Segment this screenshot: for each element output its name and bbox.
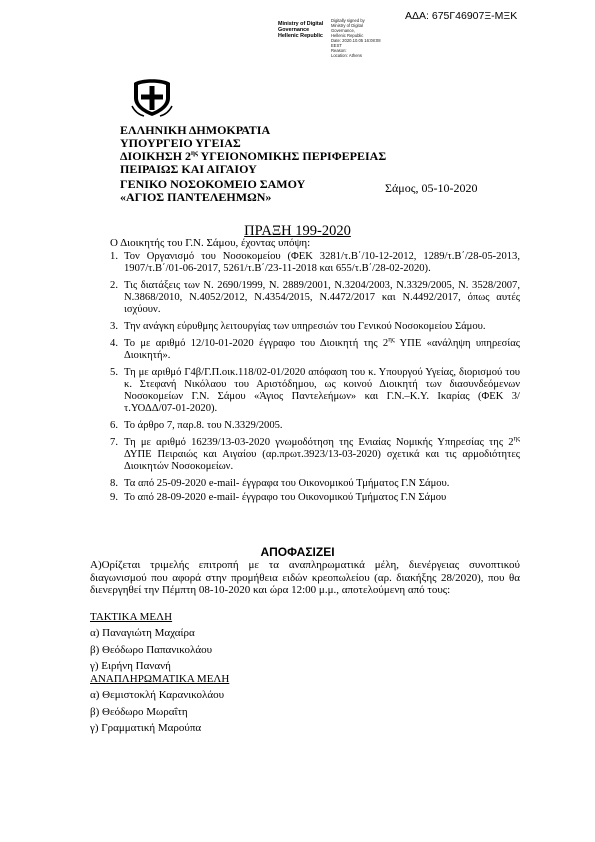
item-text: Τις διατάξεις των Ν. 2690/1999, Ν. 2889/2001, Ν.3204/2003, Ν.3329/2005, Ν. 3528/2007, Ν.3868/2010, Ν.4052/2012, Ν.4354/2015, Ν.4472/2017 και Ν.4492/2017, όπως αυτές ισχύουν. [124,280,520,315]
item-number: 4. [110,338,118,349]
ada-code: ΑΔΑ: 675Γ46907Ξ-ΜΞΚ [405,10,518,22]
header-country: ΕΛΛΗΝΙΚΗ ΔΗΜΟΚΡΑΤΙΑ [120,123,271,137]
place-date: Σάμος, 05-10-2020 [385,181,478,195]
document-title: ΠΡΑΞΗ 199-2020 [244,223,351,239]
signature-detail-line: EEST [331,43,342,48]
header-region-sup: ης [191,149,198,157]
digital-signature-label [278,21,323,39]
item-number: 9. [110,492,118,503]
item-text: Τον Οργανισμό του Νοσοκομείου (ΦΕΚ 3281/τ.Β΄/10-12-2012, 1289/τ.Β΄/28-05-2013, 1907/τ.Β΄/01-06-2017, 5261/τ.Β΄/23-11-2018 και 655/τ.Β΄/28-02-2020). [124,251,520,274]
header-region-post: ΥΓΕΙΟΝΟΜΙΚΗΣ ΠΕΡΙΦΕΡΕΙΑΣ [197,149,387,163]
signature-detail-line: Reason: [331,48,347,53]
list-item [110,367,520,415]
member-item: β) Θεόδωρο Παπανικολάου [90,644,213,656]
item-number: 3. [110,321,118,332]
signature-detail-line: Ministry of Digital [331,23,363,28]
greek-coat-of-arms-icon [130,76,174,123]
signature-line: Governance [278,27,310,33]
item-number: 2. [110,280,118,291]
decision-heading: ΑΠΟΦΑΣΙΖΕΙ [260,545,335,559]
item-text: Την ανάγκη εύρυθμης λειτουργίας των υπηρεσιών του Γενικού Νοσοκομείου Σάμου. [124,321,486,332]
list-item [110,280,520,316]
item-text: Το από 28-09-2020 e-mail- έγγραφο του Οικονομικού Τμήματος Γ.Ν Σάμου [124,492,447,503]
alternate-members-heading: ΑΝΑΠΛΗΡΩΜΑΤΙΚΑ ΜΕΛΗ [90,673,230,685]
item-text-post: ΥΠΕ «ανάληψη υπηρεσίας Διοικητή». [124,338,520,361]
list-item [110,321,520,333]
signature-detail-line: Date: 2020.10.05 16:08:08 [331,38,381,43]
decision-paragraph: Α)Ορίζεται τριμελής επιτροπή με τα αναπληρωματικά μέλη, διενέργειας συνοπτικού διαγωνισμού που αφορά στην προμήθεια ειδών κρεοπωλείου (αρ. διακήξης 28/2020), που θα διενεργηθεί την Πέμπτη 08-10-2020 και ώρα 12:00 μ.μ., αποτελούμενη από τους: [90,559,520,596]
item-text-pre: Το με αριθμό 12/10-01-2020 έγγραφο του Διοικητή της 2 [124,338,389,349]
item-text: Τη με αριθμό Γ4β/Γ.Π.οικ.118/02-01/2020 απόφαση του κ. Υπουργού Υγείας, διορισμού του κ. Στεφανή Νικόλαου του Αριστόδημου, ως κοινού Διοικητή των διασυνδεόμενων Νοσοκομείων Γ.Ν. Σάμου «Άγιος Παντελεήμων» και Γ.Ν.–Κ.Υ. Ικαρίας (ΦΕΚ 3/τ.ΥΟΔΔ/07-01-2020). [124,367,520,414]
member-item: α) Παναγιώτη Μαχαίρα [90,627,195,639]
item-sup: ης [513,434,520,443]
header-region-name: ΠΕΙΡΑΙΩΣ ΚΑΙ ΑΙΓΑΙΟΥ [120,162,257,176]
considerations-list [110,251,520,509]
item-sup: ης [388,335,395,344]
item-text-post: ΔΥΠΕ Πειραιώς και Αιγαίου (αρ.πρωτ.3923/13-03-2020) σχετικά και τις αρμοδιότητες Διοικητών Νοσοκομείων. [124,449,520,472]
signature-detail-line: Hellenic Republic [331,33,364,38]
item-text-pre: Τη με αριθμό 16239/13-03-2020 γνωμοδότηση της Ενιαίας Νομικής Υπηρεσίας της 2 [124,437,514,448]
signature-detail-line: Governance, [331,28,355,33]
header-hospital-name: «ΑΓΙΟΣ ΠΑΝΤΕΛΕΗΜΩΝ» [120,190,272,204]
list-item [110,251,520,275]
regular-members-heading: ΤΑΚΤΙΚΑ ΜΕΛΗ [90,611,173,623]
signature-line: Hellenic Republic [278,33,323,39]
digital-signature-details [331,18,381,58]
item-text: Το άρθρο 7, παρ.8. του Ν.3329/2005. [124,420,283,431]
header-region-pre: ΔΙΟΙΚΗΣΗ 2 [120,149,192,163]
signature-detail-line: Digitally signed by [331,18,365,23]
signature-detail-line: Location: Athens [331,53,362,58]
list-item [110,434,520,473]
intro-text: Ο Διοικητής του Γ.Ν. Σάμου, έχοντας υπόψη: [110,237,311,249]
signature-line: Ministry of Digital [278,21,324,27]
header-region [120,150,386,163]
list-item [110,492,520,504]
item-number: 7. [110,437,118,448]
item-number: 1. [110,251,118,262]
member-item: α) Θεμιστοκλή Καρανικολάου [90,689,225,701]
header-ministry: ΥΠΟΥΡΓΕΙΟ ΥΓΕΙΑΣ [120,136,241,150]
list-item [110,335,520,362]
list-item [110,420,520,432]
item-number: 8. [110,478,118,489]
header-hospital: ΓΕΝΙΚΟ ΝΟΣΟΚΟΜΕΙΟ ΣΑΜΟΥ [120,177,306,191]
item-number: 5. [110,367,118,378]
member-item: γ) Γραμματική Μαρούπα [90,722,202,734]
member-item: γ) Ειρήνη Πανανή [90,660,171,672]
member-item: β) Θεόδωρο Μωραΐτη [90,706,188,718]
item-number: 6. [110,420,118,431]
item-text: Τα από 25-09-2020 e-mail- έγγραφα του Οικονομικού Τμήματος Γ.Ν Σάμου. [124,478,450,489]
list-item [110,478,520,490]
